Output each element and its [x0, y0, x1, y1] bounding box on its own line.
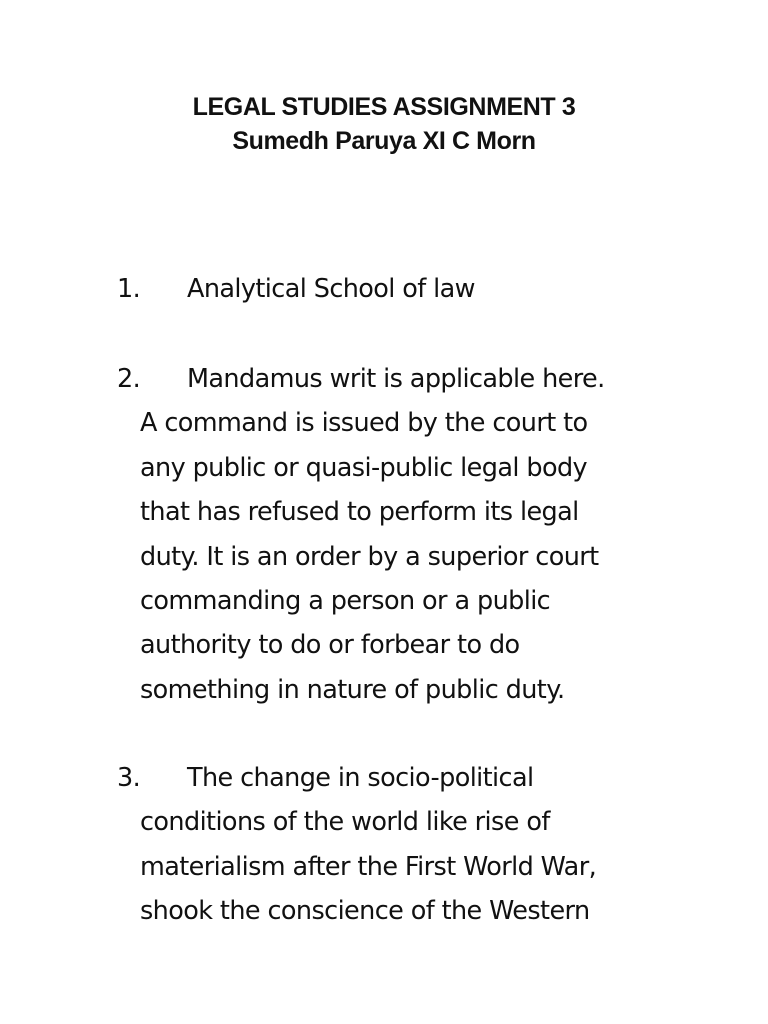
document-header [0, 90, 768, 158]
answer-number: 1. [117, 274, 141, 304]
answer-line: that has refused to perform its legal [140, 497, 579, 528]
answer-line: materialism after the First World War, [140, 851, 597, 882]
answer-number: 3. [117, 763, 141, 793]
answer-line: shook the conscience of the Western [140, 896, 590, 927]
answer-line: A command is issued by the court to [140, 408, 588, 439]
answer-line: commanding a person or a public [140, 585, 551, 616]
answer-line: something in nature of public duty. [140, 674, 565, 705]
answer-line: duty. It is an order by a superior court [140, 541, 599, 572]
answer-line: authority to do or forbear to do [140, 630, 520, 661]
answer-body [140, 401, 599, 712]
answer-line: conditions of the world like rise of [140, 807, 550, 838]
answer-number: 2. [117, 364, 141, 394]
answer-lead-text: The change in socio-political [187, 763, 534, 793]
assignment-title: LEGAL STUDIES ASSIGNMENT 3 [192, 93, 576, 121]
answer-lead-text: Analytical School of law [187, 274, 475, 304]
answer-line: any public or quasi-public legal body [140, 452, 588, 483]
answer-lead-text: Mandamus writ is applicable here. [187, 364, 605, 394]
answer-body [140, 800, 596, 933]
student-name: Sumedh Paruya XI C Morn [232, 127, 536, 155]
